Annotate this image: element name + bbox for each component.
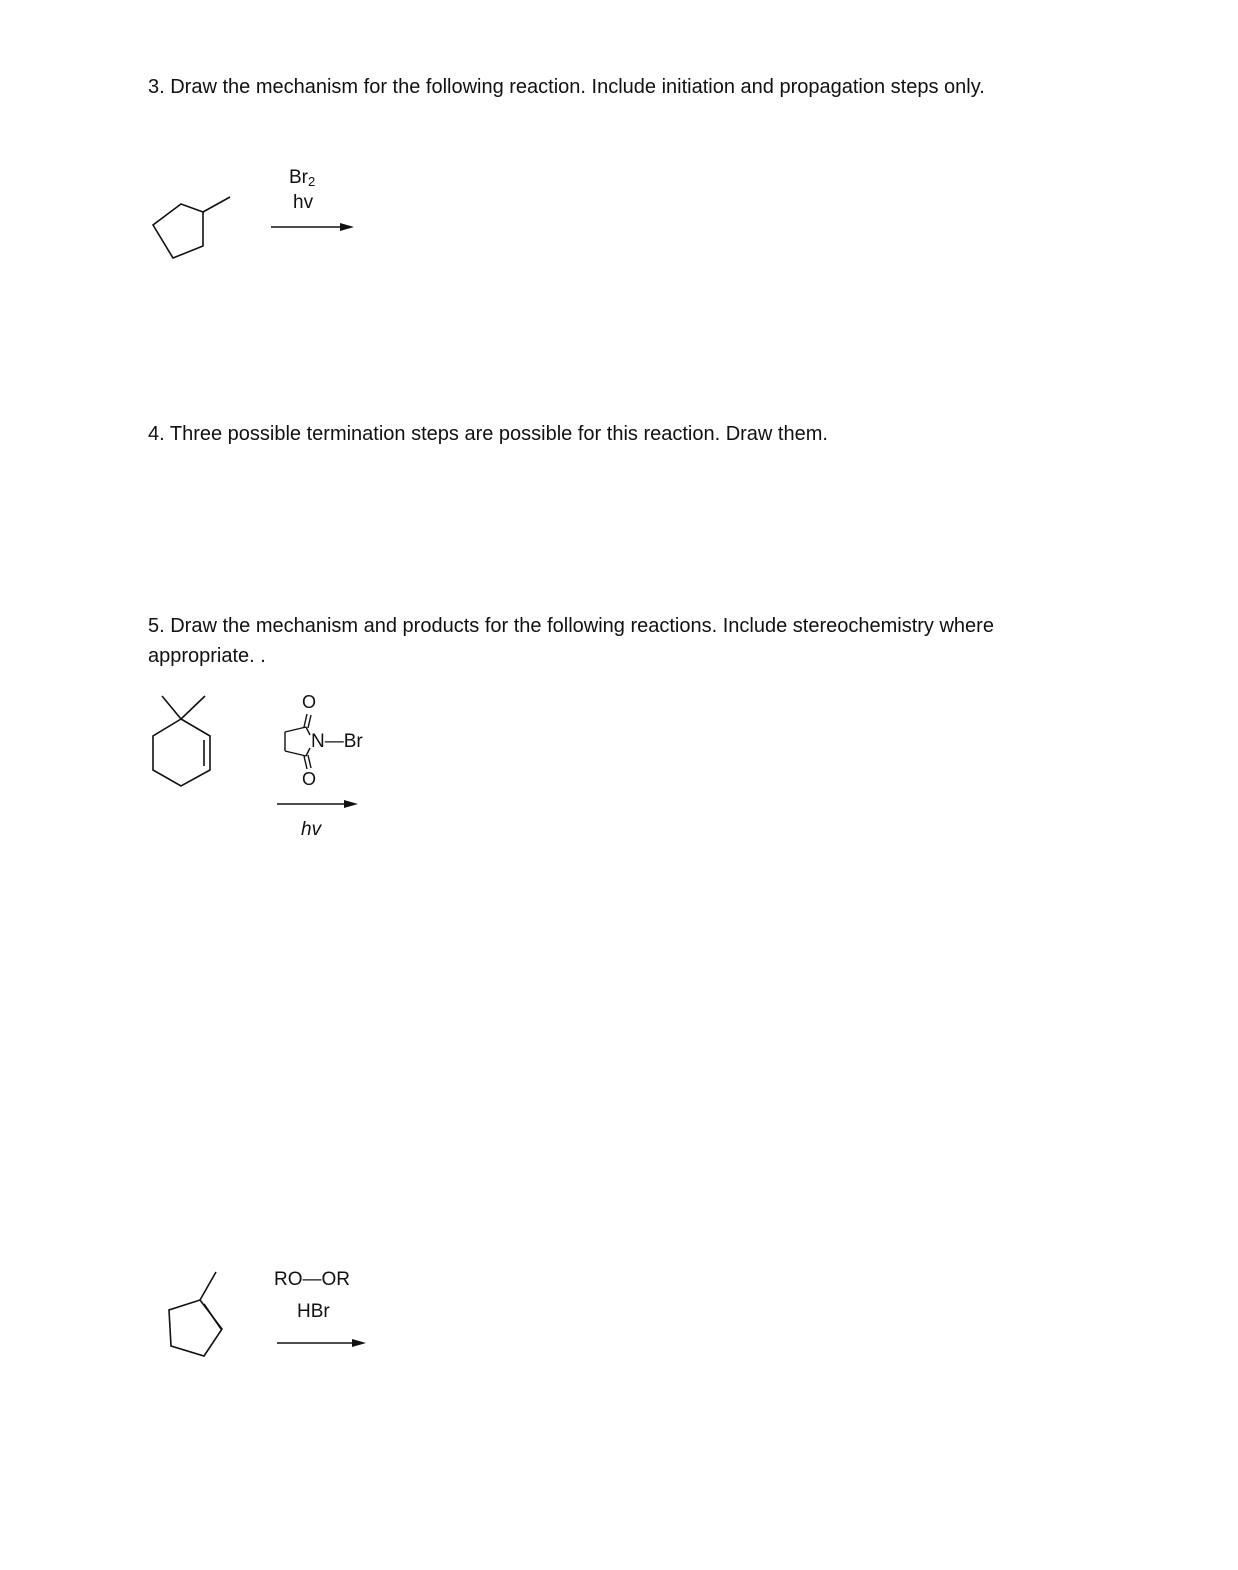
methylcyclopentane-structure <box>140 185 250 270</box>
question-4-text: 4. Three possible termination steps are possible for this reaction. Draw them. <box>148 423 828 445</box>
question-5-line-1: 5. Draw the mechanism and products for the following reactions. Include stereochemistry where <box>148 615 994 637</box>
question-3-text: 3. Draw the mechanism for the following reaction. Include initiation and propagation steps only. <box>148 76 985 98</box>
reagent-roor: RO—OR <box>274 1269 350 1290</box>
reaction-arrow-1 <box>270 220 360 239</box>
reagent-hbr: HBr <box>297 1301 330 1322</box>
methylcyclopentene-structure <box>160 1265 240 1365</box>
question-5-text <box>148 611 994 671</box>
question-5-line-2: appropriate. . <box>148 645 266 667</box>
condition-hv-1: hv <box>293 192 314 213</box>
nbs-bottom-oxygen: O <box>302 769 317 789</box>
reaction-arrow-3 <box>276 1336 376 1355</box>
reagent-br2-main: Br <box>289 167 308 188</box>
reaction-arrow-2 <box>276 797 366 816</box>
reagent-br2 <box>289 167 315 189</box>
condition-hv-2: hv <box>301 819 322 840</box>
dimethylcyclohexene-structure <box>145 690 225 795</box>
nbs-n-br: N—Br <box>311 731 363 752</box>
reagent-br2-subscript: 2 <box>308 174 316 189</box>
nbs-top-oxygen: O <box>302 692 317 712</box>
